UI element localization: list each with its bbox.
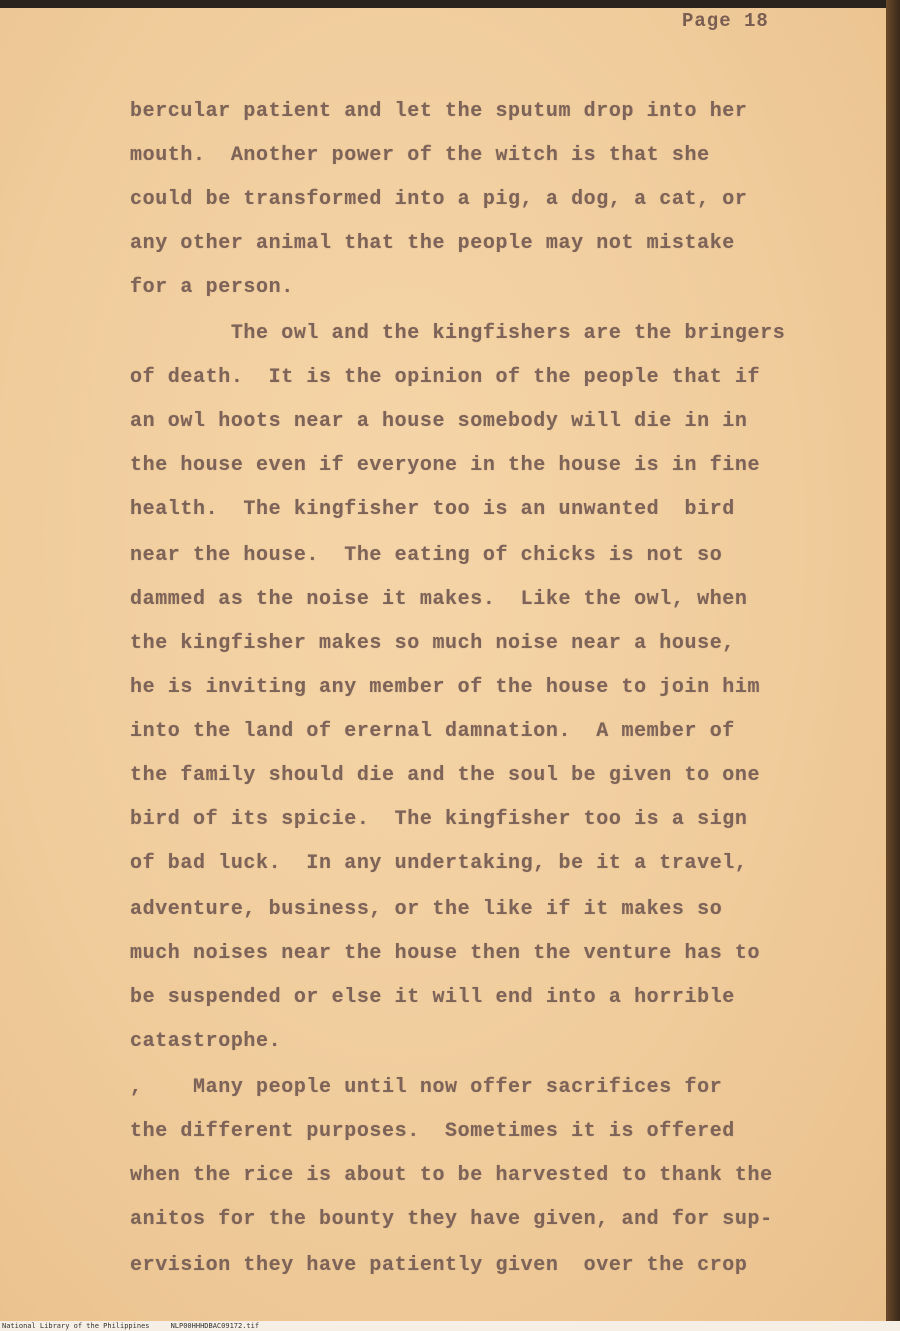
text-line: much noises near the house then the venture has to <box>130 942 761 965</box>
text-line: into the land of erernal damnation. A member of <box>130 720 735 743</box>
text-line: health. The kingfisher too is an unwanted bird <box>130 498 735 521</box>
page-number: Page 18 <box>682 10 769 32</box>
text-line: adventure, business, or the like if it makes so <box>130 898 723 921</box>
text-line: he is inviting any member of the house to join him <box>130 676 761 699</box>
text-line: near the house. The eating of chicks is not so <box>130 544 723 567</box>
text-line: when the rice is about to be harvested to thank the <box>130 1164 773 1187</box>
text-line: , Many people until now offer sacrifices for <box>130 1076 723 1099</box>
text-line: catastrophe. <box>130 1030 282 1053</box>
page-edge-shadow <box>886 0 900 1331</box>
scan-footer: National Library of the Philippines NLP00HHHDBAC09172.tif <box>0 1321 900 1331</box>
text-line: for a person. <box>130 276 294 299</box>
text-line: any other animal that the people may not mistake <box>130 232 735 255</box>
text-line: the different purposes. Sometimes it is offered <box>130 1120 735 1143</box>
document-page <box>0 8 888 1321</box>
text-line: The owl and the kingfishers are the bringers <box>130 322 786 345</box>
text-line: bird of its spicie. The kingfisher too is a sign <box>130 808 748 831</box>
text-line: ervision they have patiently given over the crop <box>130 1254 748 1277</box>
text-line: dammed as the noise it makes. Like the owl, when <box>130 588 748 611</box>
text-line: of bad luck. In any undertaking, be it a travel, <box>130 852 748 875</box>
text-line: of death. It is the opinion of the people that if <box>130 366 761 389</box>
text-line: an owl hoots near a house somebody will die in in <box>130 410 748 433</box>
text-line: anitos for the bounty they have given, and for sup- <box>130 1208 773 1231</box>
text-line: mouth. Another power of the witch is that she <box>130 144 710 167</box>
text-line: bercular patient and let the sputum drop into her <box>130 100 748 123</box>
text-line: the family should die and the soul be given to one <box>130 764 761 787</box>
text-line: the kingfisher makes so much noise near a house, <box>130 632 735 655</box>
text-line: be suspended or else it will end into a horrible <box>130 986 735 1009</box>
text-line: the house even if everyone in the house is in fine <box>130 454 761 477</box>
text-line: could be transformed into a pig, a dog, a cat, or <box>130 188 748 211</box>
